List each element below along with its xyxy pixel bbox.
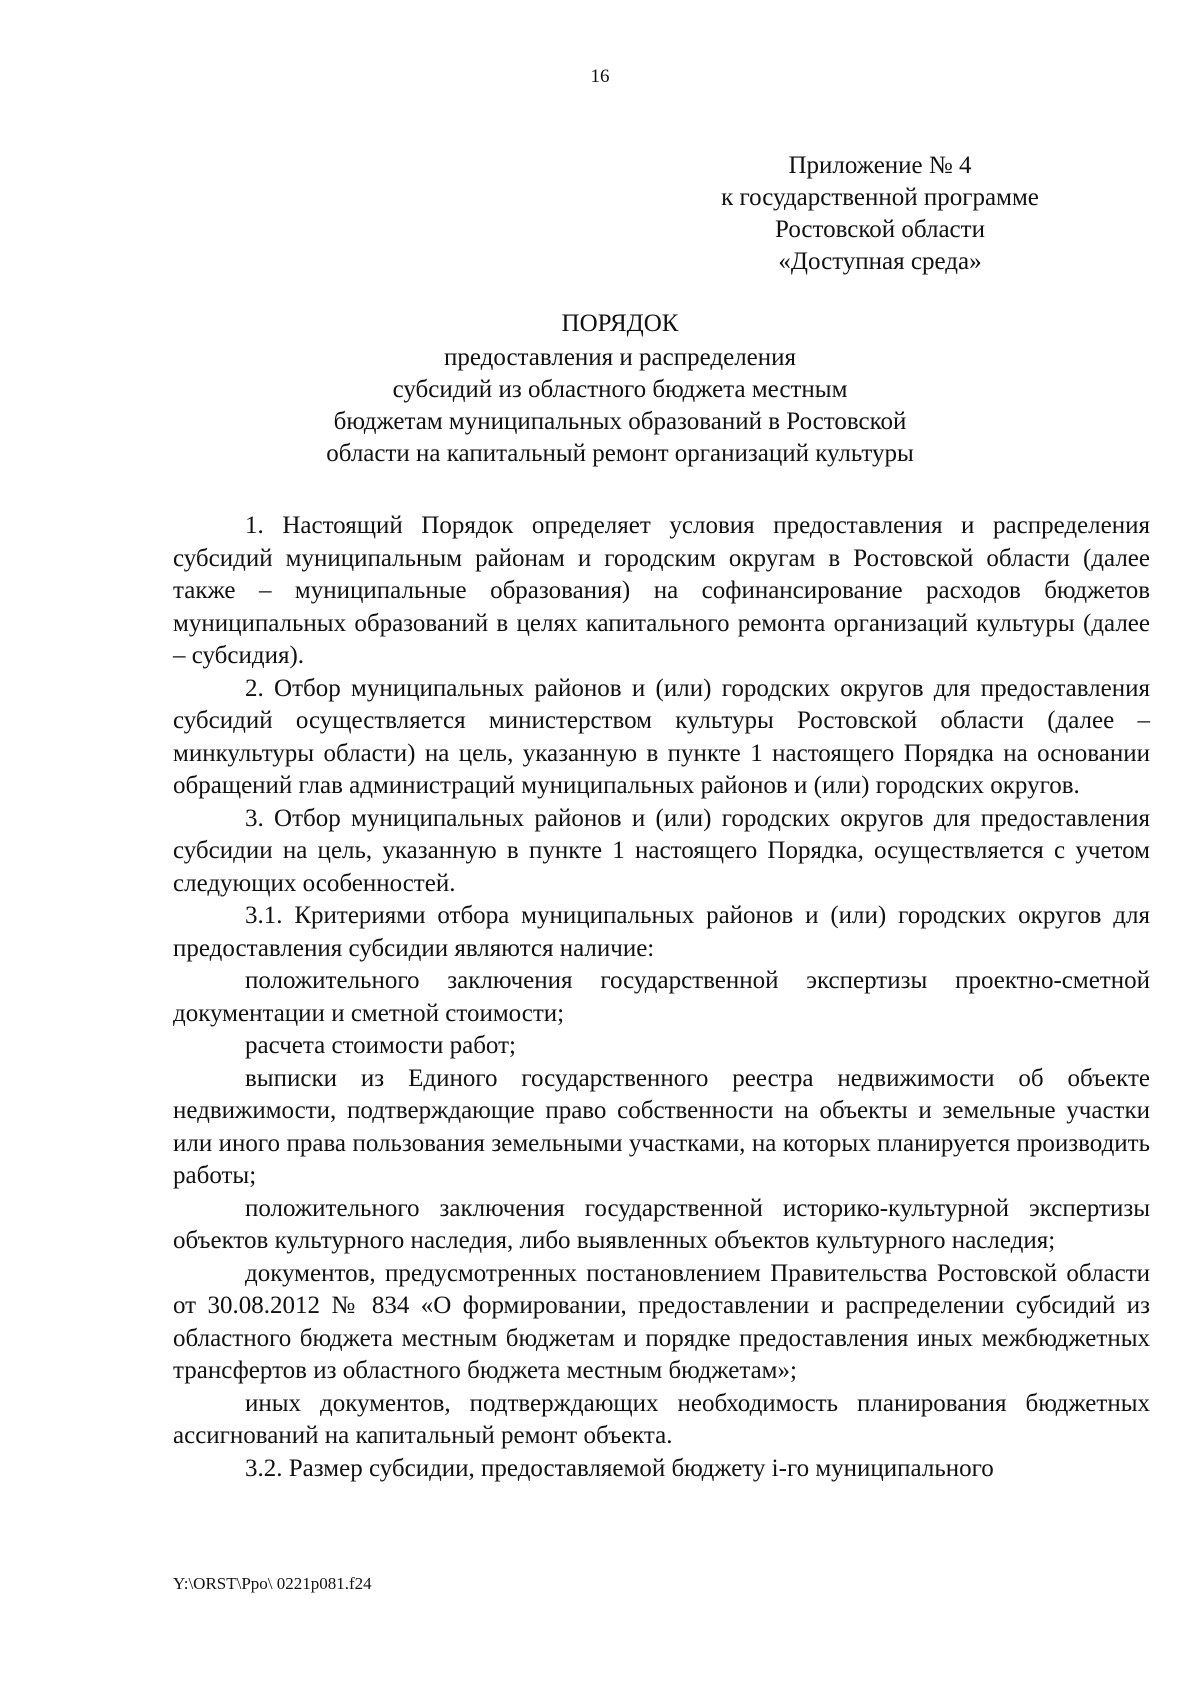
document-subtitle-line: бюджетам муниципальных образований в Ростовской — [333, 408, 907, 435]
appendix-header — [680, 150, 1080, 278]
paragraph-2: 2. Отбор муниципальных районов и (или) городских округов для предоставления субсидий осуществляется министерством культуры Ростовской области (далее – минкультуры области) на цель, указанную в пункте 1 настоящего Порядка на основании обращений глав администраций муниципальных районов и (или) городских округов. — [173, 674, 1150, 799]
paragraph-1: 1. Настоящий Порядок определяет условия предоставления и распределения субсидий муниципальным районам и городским округам в Ростовской области (далее также – муниципальные образования) на софинансирование расходов бюджетов муниципальных образований в целях капитального ремонта организаций культуры (далее – субсидия). — [173, 512, 1150, 669]
document-title: ПОРЯДОК — [561, 310, 679, 337]
document-title-block — [160, 308, 1080, 470]
document-body — [173, 510, 1150, 1485]
document-subtitle-line: области на капитальный ремонт организаций культуры — [326, 440, 914, 467]
document-subtitle-line: предоставления и распределения — [443, 344, 797, 371]
criteria-item: расчета стоимости работ; — [245, 1032, 516, 1059]
appendix-line: к государственной программе — [721, 184, 1039, 211]
page-number: 16 — [590, 66, 610, 87]
criteria-item: иных документов, подтверждающих необходимость планирования бюджетных ассигнований на капитальный ремонт объекта. — [173, 1389, 1150, 1449]
paragraph-3-1: 3.1. Критериями отбора муниципальных районов и (или) городских округов для предоставления субсидии являются наличие: — [173, 902, 1150, 962]
appendix-line: Приложение № 4 — [788, 152, 972, 179]
paragraph-3-2: 3.2. Размер субсидии, предоставляемой бюджету i-го муниципального — [245, 1454, 994, 1482]
criteria-item: положительного заключения государственной историко-культурной экспертизы объектов культурного наследия, либо выявленных объектов культурного наследия; — [173, 1194, 1150, 1254]
appendix-line: «Доступная среда» — [778, 248, 982, 275]
criteria-item: выписки из Единого государственного реестра недвижимости об объекте недвижимости, подтверждающие право собственности на объекты и земельные участки или иного права пользования земельными участками, на которых планируется производить работы; — [173, 1064, 1150, 1189]
footer-file-path: Y:\ORST\Ppo\ 0221p081.f24 — [173, 1574, 372, 1593]
criteria-item: документов, предусмотренных постановлением Правительства Ростовской области от 30.08.2012 № 834 «О формировании, предоставлении и распределении субсидий из областного бюджета местным бюджетам и порядке предоставления иных межбюджетных трансфертов из областного бюджета местным бюджетам»; — [173, 1259, 1150, 1384]
paragraph-3: 3. Отбор муниципальных районов и (или) городских округов для предоставления субсидии на цель, указанную в пункте 1 настоящего Порядка, осуществляется с учетом следующих особенностей. — [173, 804, 1150, 897]
criteria-item: положительного заключения государственной экспертизы проектно-сметной документации и сметной стоимости; — [173, 967, 1150, 1027]
appendix-line: Ростовской области — [775, 216, 985, 243]
document-subtitle-line: субсидий из областного бюджета местным — [392, 376, 848, 403]
